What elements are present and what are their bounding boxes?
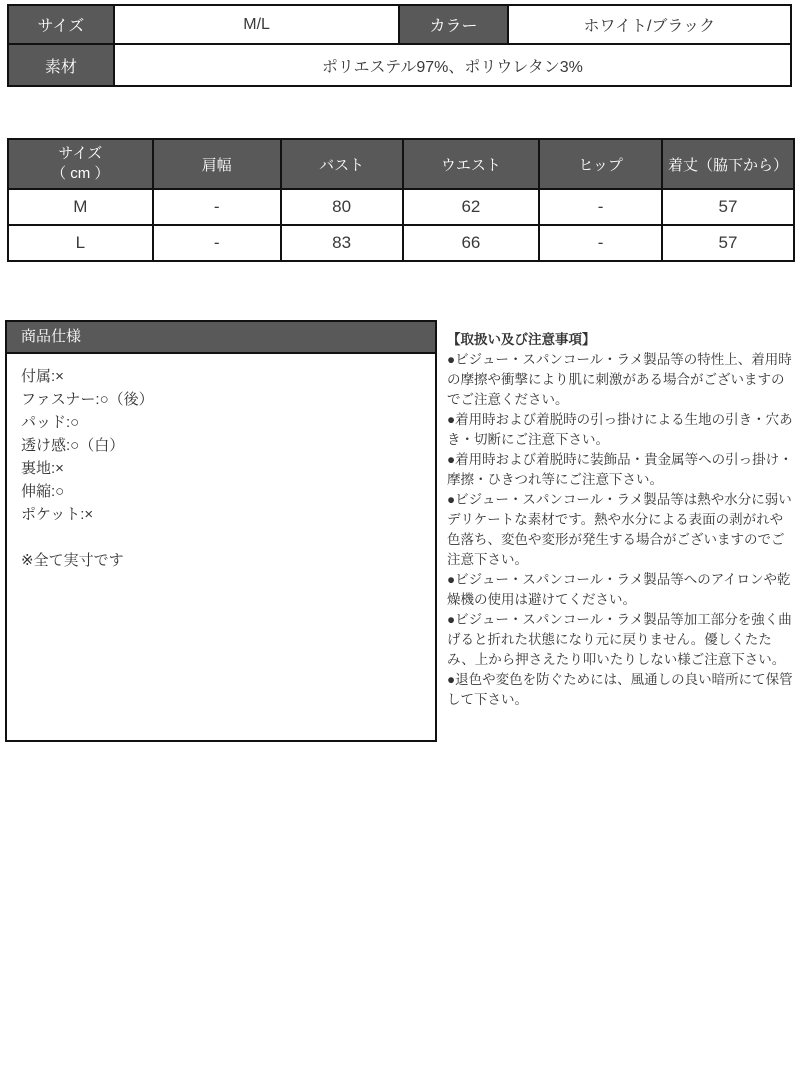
size-value-cell: M/L (114, 5, 400, 44)
info-row-material (8, 44, 791, 86)
spec-line-pocket: ポケット:× (21, 506, 94, 523)
handling-note-item: ●ビジュー・スパンコール・ラメ製品等加工部分を強く曲げると折れた状態になり元に戻りません。優しくたたみ、上から押さえたり叩いたりしない様ご注意下さい。 (447, 612, 792, 667)
size-l-hip: - (539, 225, 662, 261)
product-spec-content (7, 354, 435, 583)
handling-note-item: ●退色や変色を防ぐためには、風通しの良い暗所にて保管して下さい。 (447, 672, 793, 707)
size-l-bust: 83 (281, 225, 403, 261)
handling-notes (447, 330, 795, 710)
size-m-length: 57 (662, 189, 794, 225)
size-chart-col-size-line2: （ cm ） (51, 165, 110, 182)
size-l-length: 57 (662, 225, 794, 261)
spec-note-actual-measurements: ※全て実寸です (21, 552, 124, 569)
material-value-cell: ポリエステル97%、ポリウレタン3% (114, 44, 791, 86)
handling-note-item: ●着用時および着脱時の引っ掛けによる生地の引き・穴あき・切断にご注意下さい。 (447, 412, 793, 447)
size-chart-col-waist: ウエスト (403, 139, 540, 189)
size-chart-row-m (8, 189, 794, 225)
product-spec-title: 商品仕様 (7, 322, 435, 354)
product-spec-box (5, 320, 437, 742)
size-chart-table (7, 138, 795, 262)
size-m-bust: 80 (281, 189, 403, 225)
spec-line-sheerness: 透け感:○（白） (21, 437, 125, 454)
size-chart-row-l (8, 225, 794, 261)
info-row-size-color (8, 5, 791, 44)
size-m-shoulder: - (153, 189, 281, 225)
handling-note-item: ●着用時および着脱時に装飾品・貴金属等への引っ掛け・摩擦・ひきつれ等にご注意下さい。 (447, 452, 793, 487)
size-chart-col-shoulder: 肩幅 (153, 139, 281, 189)
color-value-cell: ホワイト/ブラック (508, 5, 791, 44)
material-label-cell: 素材 (8, 44, 114, 86)
handling-note-item: ●ビジュー・スパンコール・ラメ製品等は熱や水分に弱いデリケートな素材です。熱や水分による表面の剥がれや色落ち、変色や変形が発生する場合がございますのでご注意下さい。 (447, 492, 792, 567)
size-chart-col-bust: バスト (281, 139, 403, 189)
color-label-cell: カラー (399, 5, 507, 44)
size-chart-col-length: 着丈（脇下から） (662, 139, 794, 189)
spec-line-stretch: 伸縮:○ (21, 483, 65, 500)
spec-line-lining: 裏地:× (21, 460, 64, 477)
size-l-waist: 66 (403, 225, 540, 261)
size-chart-col-size-cm (8, 139, 153, 189)
handling-note-item: ●ビジュー・スパンコール・ラメ製品等の特性上、着用時の摩擦や衝撃により肌に刺激がある場合がございますのでご注意ください。 (447, 352, 792, 407)
spec-line-pad: パッド:○ (21, 414, 80, 431)
size-chart-header-row (8, 139, 794, 189)
size-m-waist: 62 (403, 189, 540, 225)
size-m-hip: - (539, 189, 662, 225)
size-l-shoulder: - (153, 225, 281, 261)
spec-line-fastener: ファスナー:○（後） (21, 391, 154, 408)
handling-note-item: ●ビジュー・スパンコール・ラメ製品等へのアイロンや乾燥機の使用は避けてください。 (447, 572, 791, 607)
size-label-cell: サイズ (8, 5, 114, 44)
size-chart-col-size-line1: サイズ (58, 145, 103, 162)
spec-line-accessory: 付属:× (21, 368, 64, 385)
size-m-label: M (8, 189, 153, 225)
size-chart-col-hip: ヒップ (539, 139, 662, 189)
handling-notes-title: 【取扱い及び注意事項】 (447, 332, 596, 347)
product-info-table (7, 4, 792, 87)
size-l-label: L (8, 225, 153, 261)
